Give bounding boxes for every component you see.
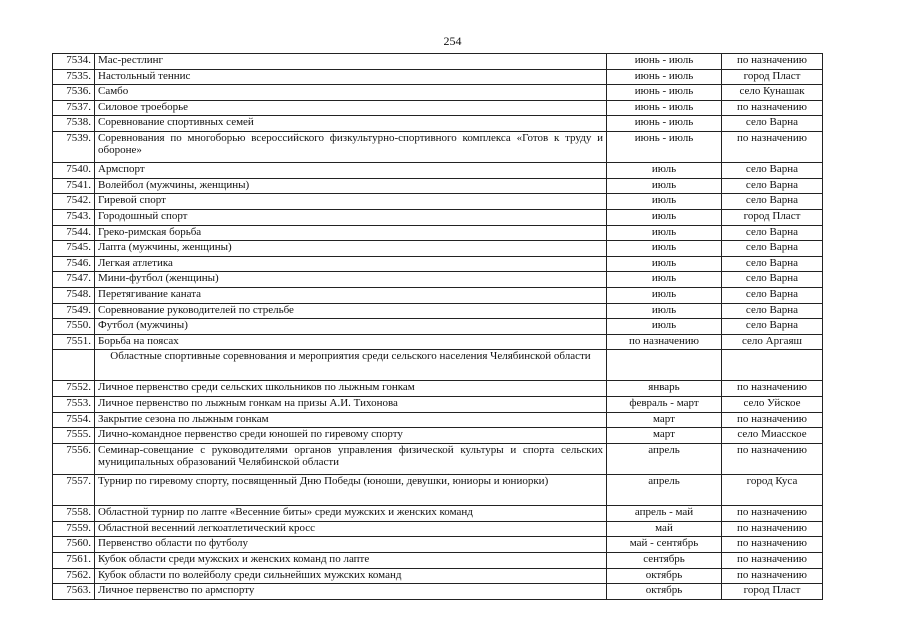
table-row [53, 443, 823, 474]
event-place: село Аргаяш [722, 334, 823, 350]
row-number: 7540. [53, 163, 95, 179]
event-date: сентябрь [607, 553, 722, 569]
event-date: по назначению [607, 334, 722, 350]
event-place: по назначению [722, 568, 823, 584]
event-place: село Варна [722, 272, 823, 288]
table-row [53, 319, 823, 335]
row-number: 7553. [53, 397, 95, 413]
event-place: село Варна [722, 287, 823, 303]
event-date: июль [607, 241, 722, 257]
event-name: Первенство области по футболу [95, 537, 607, 553]
event-place: село Варна [722, 256, 823, 272]
table-row [53, 334, 823, 350]
event-date: июнь - июль [607, 131, 722, 162]
event-place: по назначению [722, 131, 823, 162]
event-date: июль [607, 209, 722, 225]
table-row [53, 163, 823, 179]
event-date: июль [607, 256, 722, 272]
event-name: Областной весенний легкоатлетический кросс [95, 521, 607, 537]
event-date: июль [607, 194, 722, 210]
event-date: июль [607, 303, 722, 319]
table-row [53, 272, 823, 288]
row-number: 7561. [53, 553, 95, 569]
event-name: Легкая атлетика [95, 256, 607, 272]
event-place: город Пласт [722, 584, 823, 600]
row-number: 7539. [53, 131, 95, 162]
row-number: 7547. [53, 272, 95, 288]
event-date: октябрь [607, 568, 722, 584]
table-row [53, 225, 823, 241]
event-name: Силовое троеборье [95, 100, 607, 116]
event-name: Мини-футбол (женщины) [95, 272, 607, 288]
row-number: 7542. [53, 194, 95, 210]
event-place: село Миасское [722, 428, 823, 444]
event-date: октябрь [607, 584, 722, 600]
table-row [53, 584, 823, 600]
table-row [53, 475, 823, 506]
event-date: июнь - июль [607, 100, 722, 116]
event-name: Соревнование руководителей по стрельбе [95, 303, 607, 319]
event-name: Лапта (мужчины, женщины) [95, 241, 607, 257]
row-number: 7543. [53, 209, 95, 225]
row-number: 7534. [53, 54, 95, 70]
event-name: Семинар-совещание с руководителями органов управления физической культуры и спорта сельских муниципальных образований Челябинской области [95, 443, 607, 474]
table-row [53, 100, 823, 116]
row-number: 7562. [53, 568, 95, 584]
row-number: 7537. [53, 100, 95, 116]
event-date: апрель [607, 475, 722, 506]
event-place: село Варна [722, 225, 823, 241]
event-name: Волейбол (мужчины, женщины) [95, 178, 607, 194]
event-name: Гиревой спорт [95, 194, 607, 210]
table-row [53, 428, 823, 444]
row-number: 7552. [53, 381, 95, 397]
event-place: по назначению [722, 553, 823, 569]
row-number: 7548. [53, 287, 95, 303]
row-number: 7563. [53, 584, 95, 600]
event-name: Перетягивание каната [95, 287, 607, 303]
table-row [53, 178, 823, 194]
row-number: 7557. [53, 475, 95, 506]
event-name: Лично-командное первенство среди юношей по гиревому спорту [95, 428, 607, 444]
row-number: 7546. [53, 256, 95, 272]
table-row [53, 69, 823, 85]
row-number: 7538. [53, 116, 95, 132]
event-date: июль [607, 163, 722, 179]
table-row [53, 397, 823, 413]
event-place: по назначению [722, 506, 823, 522]
table-row [53, 54, 823, 70]
section-place-cell [722, 350, 823, 381]
table-row [53, 381, 823, 397]
table-row [53, 521, 823, 537]
event-place: по назначению [722, 443, 823, 474]
event-place: по назначению [722, 54, 823, 70]
event-name: Областной турнир по лапте «Весенние биты» среди мужских и женских команд [95, 506, 607, 522]
event-place: город Пласт [722, 209, 823, 225]
row-number: 7559. [53, 521, 95, 537]
event-date: февраль - март [607, 397, 722, 413]
event-place: село Варна [722, 319, 823, 335]
table-row [53, 209, 823, 225]
event-name: Соревнование спортивных семей [95, 116, 607, 132]
row-number: 7556. [53, 443, 95, 474]
event-place: село Кунашак [722, 85, 823, 101]
table-row [53, 568, 823, 584]
event-date: июль [607, 319, 722, 335]
row-number: 7535. [53, 69, 95, 85]
row-number: 7545. [53, 241, 95, 257]
event-name: Личное первенство по армспорту [95, 584, 607, 600]
event-date: январь [607, 381, 722, 397]
event-name: Личное первенство среди сельских школьников по лыжным гонкам [95, 381, 607, 397]
event-name: Турнир по гиревому спорту, посвященный Дню Победы (юноши, девушки, юниоры и юниорки) [95, 475, 607, 506]
event-name: Соревнования по многоборью всероссийского физкультурно-спортивного комплекса «Готов к труду и обороне» [95, 131, 607, 162]
event-date: июль [607, 272, 722, 288]
event-place: село Варна [722, 194, 823, 210]
event-date: апрель [607, 443, 722, 474]
event-name: Кубок области среди мужских и женских команд по лапте [95, 553, 607, 569]
event-name: Закрытие сезона по лыжным гонкам [95, 412, 607, 428]
event-place: село Варна [722, 303, 823, 319]
event-place: село Варна [722, 116, 823, 132]
event-place: село Варна [722, 178, 823, 194]
event-place: по назначению [722, 412, 823, 428]
event-date: июнь - июль [607, 54, 722, 70]
event-name: Футбол (мужчины) [95, 319, 607, 335]
row-number: 7550. [53, 319, 95, 335]
events-table [52, 53, 823, 600]
row-number: 7555. [53, 428, 95, 444]
section-num-cell [53, 350, 95, 381]
table-row [53, 116, 823, 132]
row-number: 7544. [53, 225, 95, 241]
row-number: 7551. [53, 334, 95, 350]
section-title: Областные спортивные соревнования и мероприятия среди сельского населения Челябинской области [95, 350, 607, 381]
event-name: Армспорт [95, 163, 607, 179]
event-place: село Варна [722, 163, 823, 179]
row-number: 7541. [53, 178, 95, 194]
row-number: 7560. [53, 537, 95, 553]
row-number: 7558. [53, 506, 95, 522]
event-name: Настольный теннис [95, 69, 607, 85]
section-date-cell [607, 350, 722, 381]
table-row [53, 131, 823, 162]
event-place: по назначению [722, 537, 823, 553]
table-row [53, 553, 823, 569]
event-date: март [607, 428, 722, 444]
table-row [53, 256, 823, 272]
page-number: 254 [443, 34, 462, 48]
row-number: 7554. [53, 412, 95, 428]
event-place: по назначению [722, 381, 823, 397]
event-place: село Варна [722, 241, 823, 257]
event-name: Городошный спорт [95, 209, 607, 225]
event-date: июнь - июль [607, 116, 722, 132]
event-name: Самбо [95, 85, 607, 101]
event-date: май - сентябрь [607, 537, 722, 553]
table-row [53, 412, 823, 428]
event-place: город Пласт [722, 69, 823, 85]
table-row [53, 537, 823, 553]
event-date: март [607, 412, 722, 428]
event-name: Мас-рестлинг [95, 54, 607, 70]
event-name: Греко-римская борьба [95, 225, 607, 241]
event-name: Личное первенство по лыжным гонкам на призы А.И. Тихонова [95, 397, 607, 413]
row-number: 7549. [53, 303, 95, 319]
section-header-row [53, 350, 823, 381]
table-row [53, 241, 823, 257]
table-row [53, 303, 823, 319]
events-table-body [53, 54, 823, 600]
event-date: июнь - июль [607, 85, 722, 101]
event-place: село Уйское [722, 397, 823, 413]
event-name: Борьба на поясах [95, 334, 607, 350]
row-number: 7536. [53, 85, 95, 101]
event-date: апрель - май [607, 506, 722, 522]
event-date: июль [607, 225, 722, 241]
event-place: город Куса [722, 475, 823, 506]
event-date: июль [607, 178, 722, 194]
event-date: июнь - июль [607, 69, 722, 85]
table-row [53, 506, 823, 522]
event-date: май [607, 521, 722, 537]
table-row [53, 194, 823, 210]
table-row [53, 85, 823, 101]
table-row [53, 287, 823, 303]
event-name: Кубок области по волейболу среди сильнейших мужских команд [95, 568, 607, 584]
event-date: июль [607, 287, 722, 303]
event-place: по назначению [722, 521, 823, 537]
event-place: по назначению [722, 100, 823, 116]
